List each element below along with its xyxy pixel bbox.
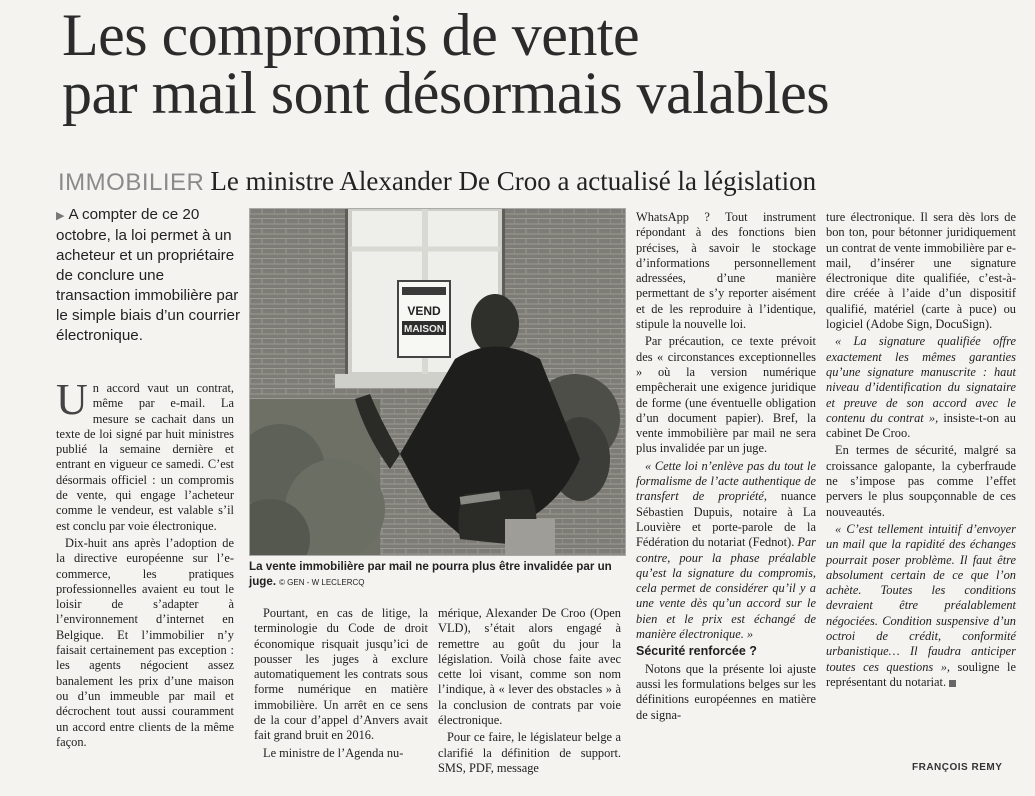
col2-paragraph-2: Le ministre de l’Agenda nu- [263, 745, 404, 760]
col3-paragraph-2: Pour ce faire, le législateur belge a clarifié la définition de support. SMS, PDF, message [438, 730, 621, 775]
dropcap: U [56, 375, 88, 424]
col5-quote-2-attribution: souligne le représentant du notariat. [826, 659, 1016, 689]
headline-line-2: par mail sont désormais valables [62, 60, 830, 126]
article-photo [249, 208, 626, 556]
col4-paragraph-3 [636, 459, 816, 643]
lead-text: A compter de ce 20 octobre, la loi permet à un acheteur et un propriétaire de conclure une transaction immobilière par le simple biais d’un courrier électronique. [56, 206, 241, 344]
photo-caption [249, 559, 625, 590]
col3-paragraph-1: mérique, Alexander De Croo (Open VLD), s’était alors engagé à remettre au goût du jour la législation. Voilà chose faite avec cette loi visant, comme son nom l’indique, à « lever des obstacles » à la conclusion de contrats par voie électronique. [438, 606, 621, 728]
house-sale-photo [250, 209, 625, 555]
article-column-4 [636, 210, 816, 725]
col1-paragraph-1: n accord vaut un contrat, même par e-mail. La mesure se cachait dans un texte de loi signé par huit ministres publié la semaine dernière et entrant en vigueur ce samedi. C’est désormais officiel : un compromis de vente, qui engage l’acheteur comme le vendeur, est valable s’il est conclu par voie électronique. [56, 381, 234, 533]
headline [62, 2, 1022, 126]
photo-credit: © GEN - W LECLERCQ [279, 578, 365, 587]
col5-quote-2: « C’est tellement intuitif d’envoyer un mail que la rapidité des échanges pourrait poser problème. Il faut être absolument certain de ce que l’on achète. Toutes les conditions devraient être préalablement négociées. Condition suspensive d’un octroi de crédit, conformité urbanistique… Il faudra anticiper toutes ces questions », [826, 521, 1016, 674]
col4-paragraph-1: WhatsApp ? Tout instrument répondant à des fonctions bien précises, à savoir le stockage d’informations personnellement adressées, d’une manière permettant de s’y reporter aisément et de les reproduire à l’identique, stipule la nouvelle loi. [636, 210, 816, 332]
article-column-1 [56, 375, 234, 752]
lead-paragraph [56, 205, 241, 346]
col4-quote-attribution: nuance Sébastien Dupuis, notaire à La Louvière et porte-parole de la Fédération du notariat (Fednot). [636, 489, 816, 550]
col5-paragraph-1: ture électronique. Il sera dès lors de bon ton, pour bétonner juridiquement un contrat de vente immobilière par e-mail, d’insérer une signature électronique dite qualifiée, c’est-à-dire créée à l’aide d’un dispositif qualifié, matériel (carte à puce) ou logiciel (Adobe Sign, DocuSign). [826, 210, 1016, 332]
col2-paragraph-1: Pourtant, en cas de litige, la terminologie du Code de droit économique risquait jusqu’ici de pousser les juges à exclure automatiquement les contrats sous forme numérique en matière immobilière. Un arrêt en ce sens de la cour d’appel d’Anvers avait fait grand bruit en 2016. [254, 606, 428, 743]
article-column-2 [254, 606, 428, 763]
col5-paragraph-2 [826, 334, 1016, 441]
col1-paragraph-2: Dix-huit ans après l’adoption de la directive européenne sur l’e-commerce, les pratiques professionnelles avaient eu tout le loisir de s’adapter à l’environnement d’internet en Belgique. Et l’immobilier n’y faisait certainement pas exception : les agents négocient assez banalement les prix d’une maison ou d’un immeuble par mail et décrochent tout aussi couramment un accord entre clients de la même façon. [56, 535, 234, 749]
sign-text-2: MAISON [404, 324, 444, 335]
col5-quote-1: « La signature qualifiée offre exactement les mêmes garanties qu’une signature manuscrite : haut niveau d’identification du signataire et preuve de son accord avec le contenu du contrat », [826, 334, 1016, 425]
col4-paragraph-2: Par précaution, ce texte prévoit des « circonstances exceptionnelles » où la version numérique empêcherait une exigence juridique de forme (une éventuelle obligation d’un document papier). Bref, la vente immobilière par mail ne sera plus invalidée par un juge. [636, 334, 816, 456]
col5-paragraph-4 [826, 522, 1016, 690]
caption-text: La vente immobilière par mail ne pourra plus être invalidée par un juge. [249, 560, 612, 588]
col4-quote-2: Par contre, pour la phase préalable qu’est la signature du compromis, cela permet de considérer qu’il y a une vente dès qu’un accord sur le bien et le prix est échangé de manière électronique. » [636, 535, 816, 642]
author-byline: FRANÇOIS REMY [912, 762, 1003, 773]
col5-quote-1-attribution: insiste-t-on au cabinet De Croo. [826, 410, 1016, 441]
article-column-3 [438, 606, 621, 778]
kicker-deck-row [58, 166, 1028, 197]
sign-text-1: VEND [407, 304, 441, 318]
col4-quote-1: « Cette loi n’enlève pas du tout le formalisme de l’acte authentique de transfert de propriété, [636, 458, 816, 504]
headline-line-1: Les compromis de vente [62, 2, 640, 68]
col5-paragraph-3: En termes de sécurité, malgré sa croissance galopante, la cyberfraude ne s’impose pas comme l’effet pervers le plus soupçonnable de ces nouveautés. [826, 443, 1016, 519]
subheading: Sécurité renforcée ? [636, 644, 757, 659]
end-of-article-icon [949, 680, 956, 687]
deck: Le ministre Alexander De Croo a actualisé la législation [210, 166, 817, 196]
triangle-bullet-icon: ▶ [56, 210, 65, 222]
col4-paragraph-4: Notons que la présente loi ajuste aussi les formulations belges sur les définitions européennes en matière de signa- [636, 661, 816, 722]
article-column-5 [826, 210, 1016, 692]
section-kicker: IMMOBILIER [58, 169, 205, 196]
